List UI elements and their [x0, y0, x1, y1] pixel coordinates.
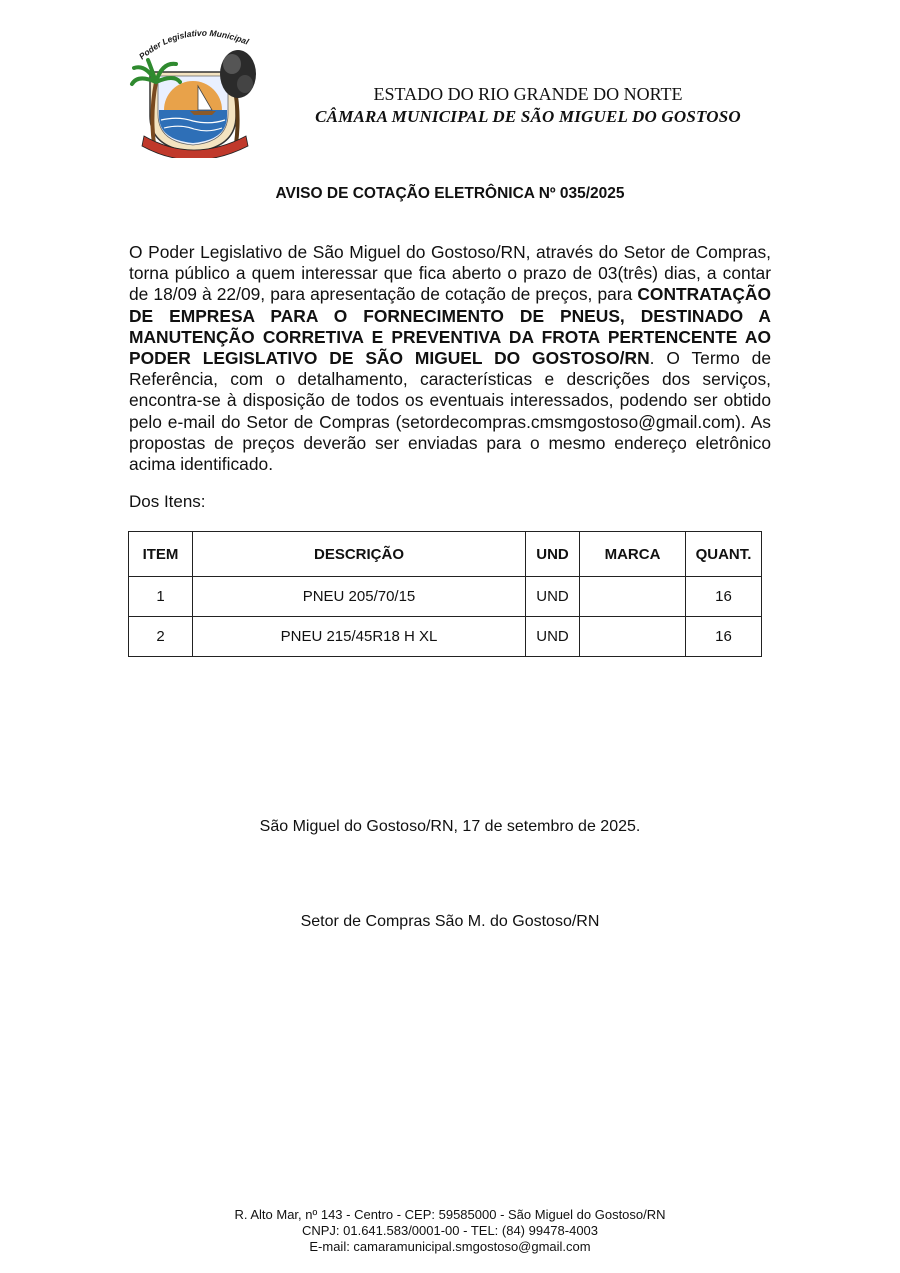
cell-quantity: 16	[686, 577, 762, 617]
cell-description: PNEU 205/70/15	[193, 577, 526, 617]
cell-unit: UND	[526, 577, 580, 617]
footer	[0, 1207, 900, 1255]
signature: Setor de Compras São M. do Gostoso/RN	[300, 913, 600, 930]
header-state: ESTADO DO RIO GRANDE DO NORTE	[373, 84, 683, 104]
cell-item: 1	[129, 577, 193, 617]
table-row	[129, 617, 762, 657]
document-title: AVISO DE COTAÇÃO ELETRÔNICA Nº 035/2025	[275, 185, 625, 202]
items-table	[128, 531, 762, 657]
table-header-row	[129, 532, 762, 577]
cell-quantity: 16	[686, 617, 762, 657]
table-row	[129, 577, 762, 617]
body-object: CONTRATAÇÃO DE EMPRESA PARA O FORNECIMENTO DE PNEUS, DESTINADO A MANUTENÇÃO CORRETIVA E PREVENTIVA DA FROTA PERTENCENTE AO PODER LEGISLATIVO DE SÃO MIGUEL DO GOSTOSO/RN	[129, 284, 771, 369]
body-intro: O Poder Legislativo de São Miguel do Gostoso/RN, através do Setor de Compras, torna público a quem interessar que fica aberto o prazo de 03(três) dias, a contar de 18/09 à 22/09, para apresentação de cotação de preços, para	[129, 242, 771, 305]
cell-unit: UND	[526, 617, 580, 657]
header-brand: MARCA	[580, 532, 686, 577]
footer-cnpj: CNPJ: 01.641.583/0001-00 - TEL: (84) 99478-4003	[301, 1223, 599, 1238]
header-chamber: CÂMARA MUNICIPAL DE SÃO MIGUEL DO GOSTOSO	[315, 107, 741, 126]
footer-address: R. Alto Mar, nº 143 - Centro - CEP: 59585000 - São Miguel do Gostoso/RN	[234, 1207, 666, 1222]
cell-brand	[580, 577, 686, 617]
header-item: ITEM	[129, 532, 193, 577]
cell-item: 2	[129, 617, 193, 657]
items-label: Dos Itens:	[129, 492, 206, 511]
place-date: São Miguel do Gostoso/RN, 17 de setembro de 2025.	[259, 818, 641, 835]
body-paragraph	[129, 242, 771, 475]
header-description: DESCRIÇÃO	[193, 532, 526, 577]
header-unit: UND	[526, 532, 580, 577]
cell-brand	[580, 617, 686, 657]
footer-email: E-mail: camaramunicipal.smgostoso@gmail.com	[309, 1239, 591, 1254]
logo-text: Poder Legislativo Municipal	[136, 27, 251, 62]
body-rest: . O Termo de Referência, com o detalhamento, características e descrições dos serviços, encontra-se à disposição de todos os eventuais interessados, podendo ser obtido pelo e-mail do Setor de Compras (setordecompras.cmsmgostoso@gmail.com). As propostas de preços deverão ser enviadas para o mesmo endereço eletrônico acima identificado.	[129, 348, 772, 475]
header-quantity: QUANT.	[686, 532, 762, 577]
chamber-logo	[128, 24, 260, 158]
cell-description: PNEU 215/45R18 H XL	[193, 617, 526, 657]
